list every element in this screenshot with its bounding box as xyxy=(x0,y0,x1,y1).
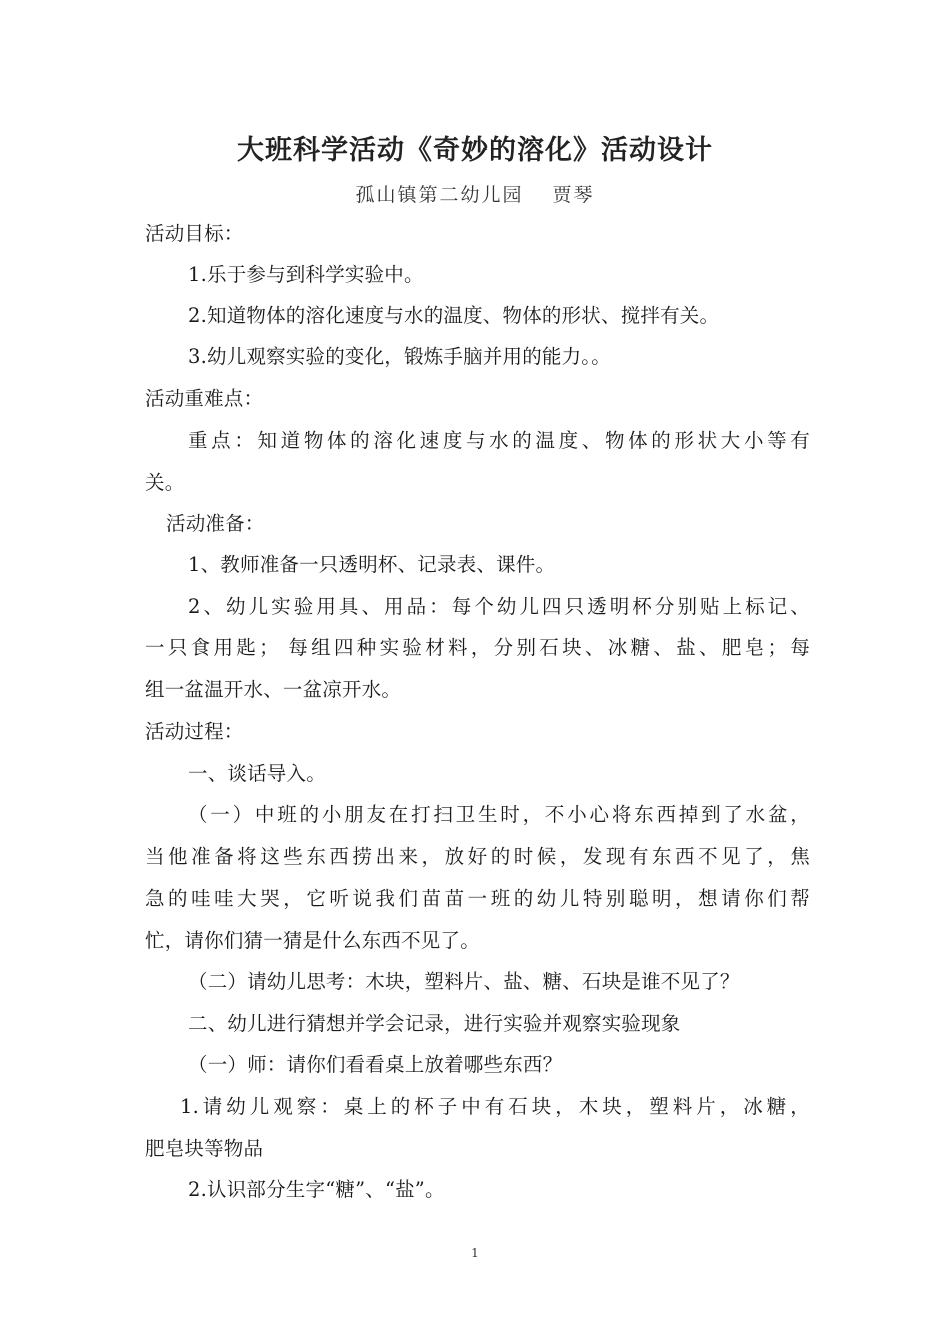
process-step-2-observe-cont: 肥皂块等物品 xyxy=(145,1137,264,1160)
goal-item-1: 1.乐于参与到科学实验中。 xyxy=(188,263,424,286)
goal-item-3: 3.幼儿观察实验的变化，锻炼手脑并用的能力。。 xyxy=(188,345,611,368)
prep-item-1: 1、教师准备一只透明杯、记录表、课件。 xyxy=(188,553,556,576)
key-point-text-cont: 关。 xyxy=(145,471,185,494)
heading-preparation: 活动准备： xyxy=(166,512,265,535)
process-step-2-observe: 1.请幼儿观察：桌上的杯子中有石块，木块，塑料片，冰糖， xyxy=(180,1095,810,1118)
heading-key-points: 活动重难点： xyxy=(145,387,264,410)
process-step-2-question: （一）师：请你们看看桌上放着哪些东西？ xyxy=(188,1053,563,1076)
prep-item-2-cont-2: 组一盆温开水、一盆凉开水。 xyxy=(145,678,402,701)
process-paragraph-1-cont-2: 急的哇哇大哭，它听说我们苗苗一班的幼儿特别聪明，想请你们帮 xyxy=(145,887,810,910)
author-line: 孤山镇第二幼儿园 贾琴 xyxy=(355,184,595,206)
process-paragraph-1-cont-3: 忙，请你们猜一猜是什么东西不见了。 xyxy=(145,929,480,952)
prep-item-2: 2、幼儿实验用具、用品：每个幼儿四只透明杯分别贴上标记、 xyxy=(188,595,810,618)
heading-goals: 活动目标： xyxy=(145,222,244,245)
document-title: 大班科学活动《奇妙的溶化》活动设计 xyxy=(237,135,713,166)
process-step-2: 二、幼儿进行猜想并学会记录，进行实验并观察实验现象 xyxy=(188,1012,681,1035)
process-step-2-characters: 2.认识部分生字“糖”、“盐”。 xyxy=(188,1178,445,1201)
prep-item-2-cont-1: 一只食用匙； 每组四种实验材料，分别石块、冰糖、盐、肥皂；每 xyxy=(145,636,810,659)
goal-item-2: 2.知道物体的溶化速度与水的温度、物体的形状、搅拌有关。 xyxy=(188,304,720,327)
key-point-text: 重点：知道物体的溶化速度与水的温度、物体的形状大小等有 xyxy=(188,429,810,452)
process-paragraph-2: （二）请幼儿思考：木块，塑料片、盐、糖、石块是谁不见了？ xyxy=(188,970,740,993)
heading-process: 活动过程： xyxy=(145,720,244,743)
process-paragraph-1-cont-1: 当他准备将这些东西捞出来，放好的时候，发现有东西不见了，焦 xyxy=(145,845,810,868)
process-paragraph-1: （一）中班的小朋友在打扫卫生时，不小心将东西掉到了水盆， xyxy=(188,803,810,826)
process-step-1: 一、谈话导入。 xyxy=(188,762,326,785)
page-number: 1 xyxy=(471,1246,479,1260)
